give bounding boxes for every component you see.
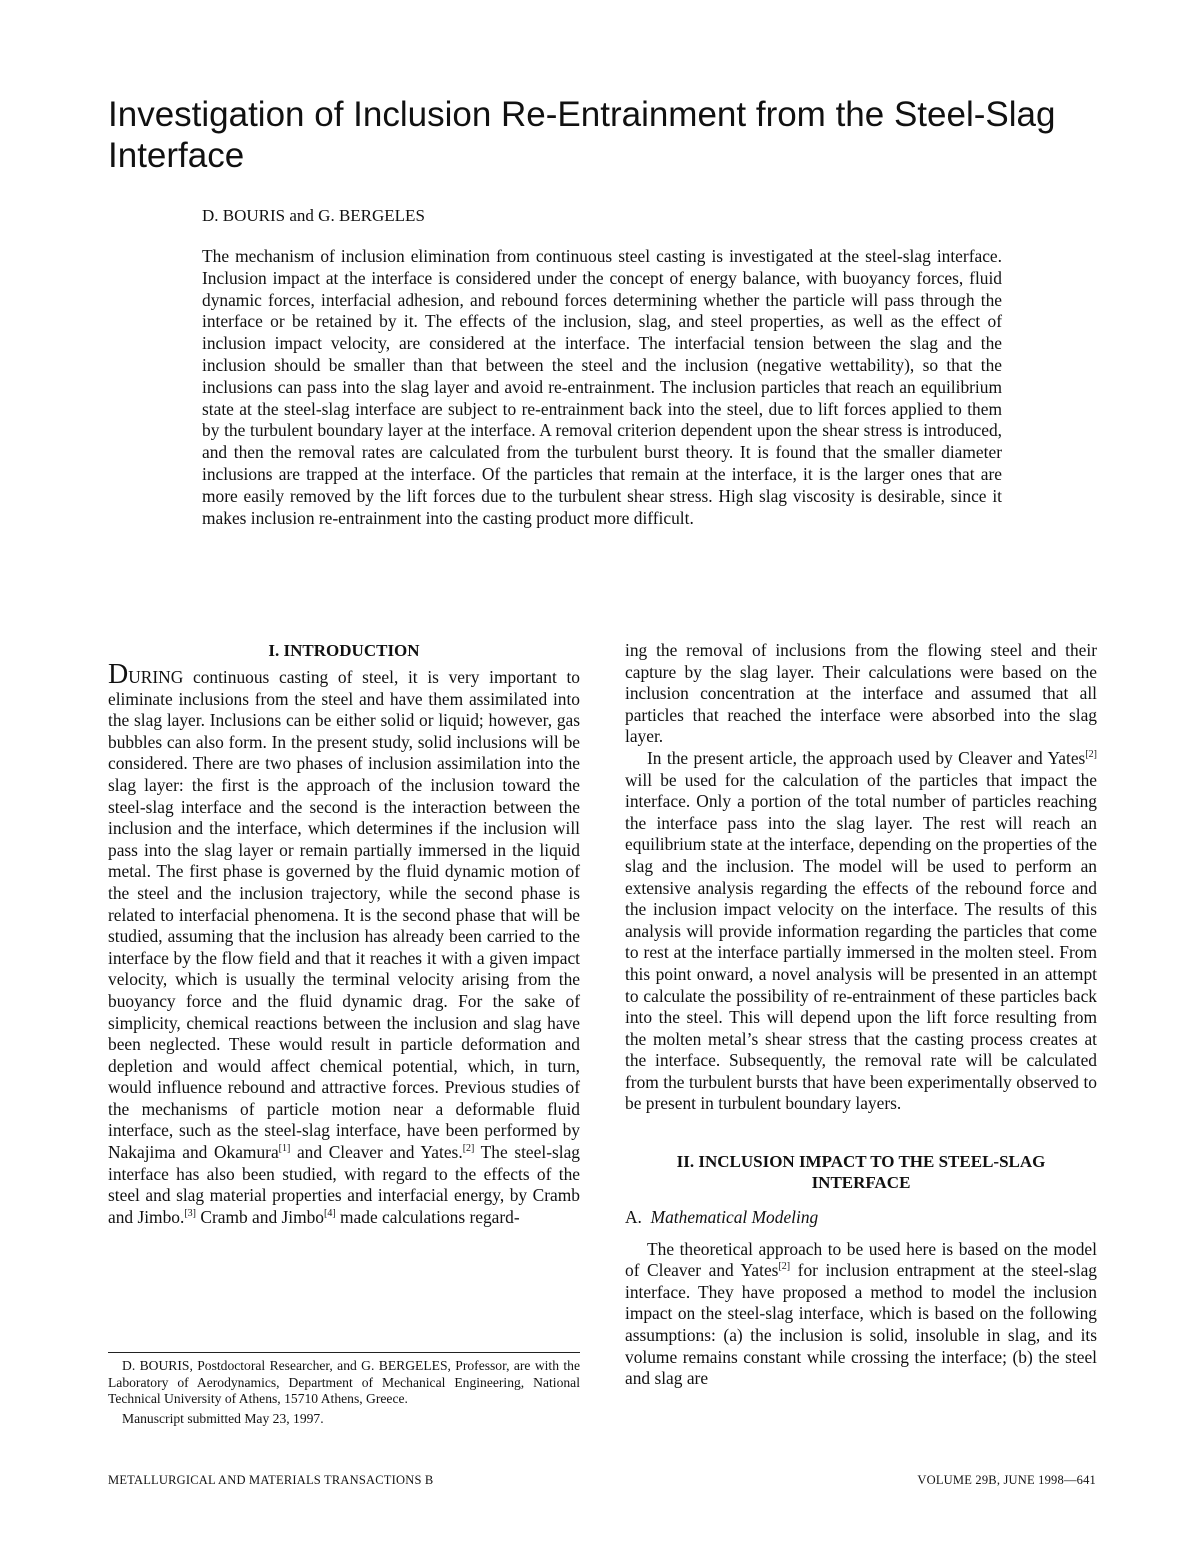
reference-2: [2]	[462, 1143, 475, 1155]
intro-text-part: continuous casting of steel, it is very important to eliminate inclusions from the steel and have them assimilated into the slag layer. Inclusions can be either solid or liquid; however, gas bubbles can also form. In the present study, solid inclusions will be considered. There are two phases of inclusion assimilation into the slag layer: the first is the approach of the inclusion toward the steel-slag interface and the second is the interaction between the inclusion and the interface, which determines if the inclusion will pass into the slag layer or remain partially immersed in the liquid metal. The first phase is governed by the fluid dynamic motion of the steel and the inclusion trajectory, while the second phase is related to interfacial phenomena. It is the second phase that will be studied, assuming that the inclusion has already been carried to the interface by the flow field and that it reaches it with a given impact velocity, which is usually the terminal velocity arising from the buoyancy force and the fluid dynamic drag. For the sake of simplicity, chemical reactions between the inclusion and slag have been neglected. These would result in particle deformation and depletion and would affect chemical potential, which, in turn, would influence rebound and attractive forces. Previous studies of the mechanisms of particle motion near a deformable fluid interface, such as the steel-slag interface, have been performed by Nakajima and Okamura	[108, 667, 580, 1163]
paragraph-text-part: The theoretical approach to be used here is based on the model of Cleaver and Yates	[625, 1238, 1097, 1281]
introduction-continued-paragraph: ing the removal of inclusions from the flowing steel and their capture by the slag layer. Their calculations were based on the inclusion concentration at the interface and assumed that all particles that reached the interface were absorbed into the slag layer.	[625, 640, 1097, 747]
author-line: D. BOURIS and G. BERGELES	[202, 206, 425, 225]
paragraph-text-part: will be used for the calculation of the particles that impact the interface. Only a portion of the total number of particles reaching the interface pass into the slag layer. The rest will reach an equilibrium state at the interface, depending on the properties of the slag and the inclusion. The model will be used to perform an extensive analysis regarding the effects of the rebound force and the inclusion impact velocity on the interface. The results of this analysis will provide information regarding the particles that come to rest at the interface partially immersed in the molten steel. From this point onward, a novel analysis will be presented in an attempt to calculate the possibility of re-entrainment of these particles back into the steel. This will depend upon the lift force resulting from the molten metal’s shear stress that the casting process creates at the interface. Subsequently, the removal rate will be calculated from the turbulent bursts that have been experimentally observed to be present in turbulent boundary layers.	[625, 769, 1097, 1114]
drop-cap: D	[108, 659, 129, 690]
present-article-paragraph	[625, 748, 1097, 1115]
intro-text-part: made calculations regard-	[335, 1206, 520, 1227]
journal-name: METALLURGICAL AND MATERIALS TRANSACTIONS B	[108, 1473, 434, 1487]
volume-page: VOLUME 29B, JUNE 1998—641	[917, 1473, 1096, 1487]
affiliation-footnote: D. BOURIS, Postdoctoral Researcher, and G. BERGELES, Professor, are with the Laboratory of Aerodynamics, Department of Mechanical Engineering, National Technical University of Athens, 15710 Athens, Greece.	[108, 1358, 580, 1407]
lead-word: URING	[128, 667, 184, 687]
paper-title: Investigation of Inclusion Re-Entrainment from the Steel-Slag Interface	[108, 95, 1056, 175]
introduction-paragraph	[108, 659, 580, 1228]
footnotes	[108, 1358, 580, 1430]
subsection-title: Mathematical Modeling	[650, 1207, 819, 1228]
reference-4: [4]	[324, 1208, 336, 1220]
subsection-heading	[625, 1207, 1097, 1229]
intro-text-part: and Cleaver and Yates.	[290, 1142, 463, 1163]
footnote-divider	[108, 1352, 580, 1353]
intro-text-part: The steel-slag interface has also been studied, with regard to the effects of the steel and slag material properties and interfacial energy, by Cramb and Jimbo.	[108, 1142, 580, 1227]
reference-2: [2]	[778, 1261, 791, 1273]
mathematical-modeling-paragraph	[625, 1239, 1097, 1390]
paragraph-text-part: In the present article, the approach used by Cleaver and Yates	[647, 747, 1086, 768]
submission-footnote: Manuscript submitted May 23, 1997.	[122, 1410, 324, 1426]
subsection-letter: A.	[625, 1207, 642, 1228]
section-heading-introduction: I. INTRODUCTION	[268, 641, 420, 660]
paragraph-text-part: for inclusion entrapment at the steel-slag interface. They have proposed a method to model the inclusion impact on the steel-slag interface, which is based on the following assumptions: (a) the inclusion is solid, insoluble in slag, and its volume remains constant while crossing the interface; (b) the steel and slag are	[625, 1260, 1097, 1389]
reference-1: [1]	[278, 1143, 291, 1155]
reference-3: [3]	[184, 1208, 196, 1220]
reference-2: [2]	[1085, 749, 1097, 761]
left-column	[108, 640, 580, 1228]
intro-text-part: Cramb and Jimbo	[196, 1206, 325, 1227]
section-heading-inclusion-impact: II. INCLUSION IMPACT TO THE STEEL-SLAG INTERFACE	[676, 1152, 1046, 1193]
abstract: The mechanism of inclusion elimination from continuous steel casting is investigated at the steel-slag interface. Inclusion impact at the interface is considered under the concept of energy balance, with buoyancy forces, fluid dynamic forces, interfacial adhesion, and rebound forces determining whether the particle will pass through the interface or be retained by it. The effects of the inclusion, slag, and steel properties, as well as the effect of inclusion impact velocity, are considered at the interface. The interfacial tension between the slag and the inclusion should be smaller than that between the steel and the inclusion (negative wettability), so that the inclusions can pass into the slag layer and avoid re-entrainment. The inclusion particles that reach an equilibrium state at the steel-slag interface are subject to re-entrainment back into the steel, due to lift forces applied to them by the turbulent boundary layer at the interface. A removal criterion dependent upon the shear stress is introduced, and then the removal rates are calculated from the turbulent burst theory. It is found that the smaller diameter inclusions are trapped at the interface. Of the particles that remain at the interface, it is the larger ones that are more easily removed by the lift forces due to the turbulent shear stress. High slag viscosity is desirable, since it makes inclusion re-entrainment into the casting product more difficult.	[202, 246, 1002, 528]
right-column	[625, 640, 1097, 1390]
